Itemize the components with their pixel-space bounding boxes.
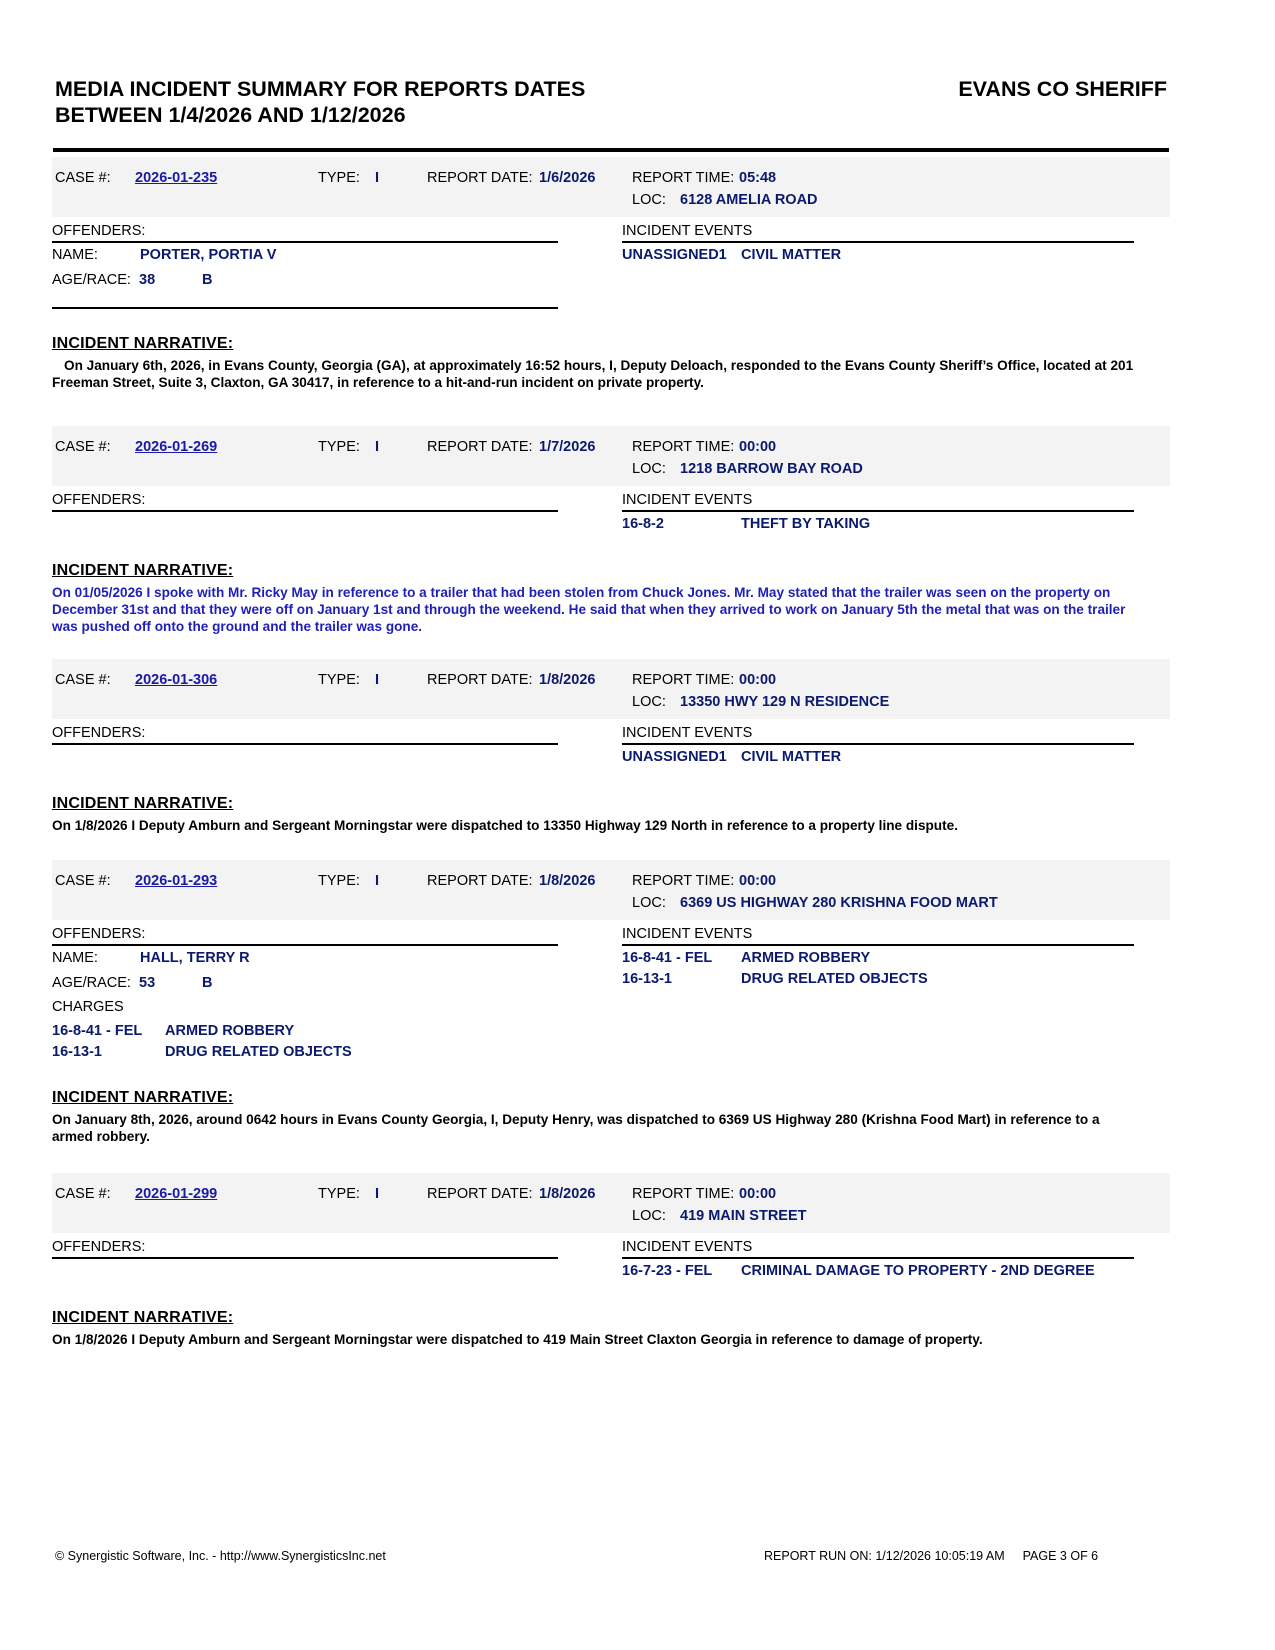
- case-header-band: [52, 157, 1170, 217]
- incident-events-heading: INCIDENT EVENTS: [622, 725, 753, 741]
- report-date-label: REPORT DATE:: [427, 439, 533, 455]
- event-code: UNASSIGNED1: [622, 749, 727, 765]
- report-time-label: REPORT TIME:: [632, 170, 735, 186]
- report-time-value: 00:00: [739, 672, 777, 688]
- type-value: I: [375, 873, 380, 889]
- report-date-label: REPORT DATE:: [427, 672, 533, 688]
- case-header-band: [52, 1173, 1170, 1233]
- report-date-label: REPORT DATE:: [427, 873, 533, 889]
- report-date-value: 1/7/2026: [539, 439, 596, 455]
- offender-race: B: [202, 272, 213, 288]
- offenders-rule: [52, 241, 558, 243]
- offender-race: B: [202, 975, 213, 991]
- report-date-value: 1/8/2026: [539, 672, 596, 688]
- offender-name: PORTER, PORTIA V: [140, 247, 277, 263]
- report-time-value: 00:00: [739, 439, 777, 455]
- type-label: TYPE:: [318, 170, 360, 186]
- case-number-label: CASE #:: [55, 1186, 111, 1202]
- report-date-label: REPORT DATE:: [427, 1186, 533, 1202]
- narrative-text: On 1/8/2026 I Deputy Amburn and Sergeant Morningstar were dispatched to 13350 Highway 129 North in reference to a property line dispute.: [52, 818, 958, 833]
- charge-code: 16-8-41 - FEL: [52, 1023, 143, 1039]
- report-time-label: REPORT TIME:: [632, 873, 735, 889]
- narrative-heading: INCIDENT NARRATIVE:: [52, 335, 234, 352]
- incident-events-rule: [622, 1257, 1134, 1259]
- charge-description: ARMED ROBBERY: [165, 1023, 295, 1039]
- location-label: LOC:: [632, 192, 666, 208]
- offender-name-label: NAME:: [52, 247, 98, 263]
- report-run-on: REPORT RUN ON: 1/12/2026 10:05:19 AM: [764, 1549, 1005, 1563]
- case-header-band: [52, 426, 1170, 486]
- location-label: LOC:: [632, 461, 666, 477]
- incident-events-rule: [622, 241, 1134, 243]
- type-label: TYPE:: [318, 873, 360, 889]
- event-description: CRIMINAL DAMAGE TO PROPERTY - 2ND DEGREE: [741, 1263, 1095, 1279]
- report-date-label: REPORT DATE:: [427, 170, 533, 186]
- type-value: I: [375, 439, 380, 455]
- type-value: I: [375, 672, 380, 688]
- event-code: 16-7-23 - FEL: [622, 1263, 713, 1279]
- footer-copyright: © Synergistic Software, Inc. - http://www.SynergisticsInc.net: [55, 1549, 386, 1563]
- event-description: CIVIL MATTER: [741, 749, 842, 765]
- incident-events-heading: INCIDENT EVENTS: [622, 1239, 753, 1255]
- case-number-link[interactable]: 2026-01-293: [135, 873, 218, 889]
- offenders-heading: OFFENDERS:: [52, 492, 146, 508]
- case-number-link[interactable]: 2026-01-235: [135, 170, 218, 186]
- location-value: 1218 BARROW BAY ROAD: [680, 461, 863, 477]
- page-number: PAGE 3 OF 6: [1022, 1549, 1099, 1563]
- narrative-text: On 01/05/2026 I spoke with Mr. Ricky May in reference to a trailer that had been stolen from Chuck Jones. Mr. May stated that the trailer was seen on the property on December 31st and that they were off on January 1st and through the weekend. He said that when they arrived to work on January 5th the metal that was on the trailer was pushed off onto the ground and the trailer was gone.: [52, 585, 1126, 634]
- type-label: TYPE:: [318, 439, 360, 455]
- type-value: I: [375, 170, 380, 186]
- location-label: LOC:: [632, 694, 666, 710]
- page-title-line1: MEDIA INCIDENT SUMMARY FOR REPORTS DATES: [55, 77, 586, 101]
- narrative-text: On January 6th, 2026, in Evans County, Georgia (GA), at approximately 16:52 hours, I, Deputy Deloach, responded to the Evans County Sheriff’s Office, located at 201 Freeman Street, Suite 3, Claxton, GA 30417, in reference to a hit-and-run incident on private property.: [52, 358, 1134, 390]
- offenders-heading: OFFENDERS:: [52, 1239, 146, 1255]
- report-time-label: REPORT TIME:: [632, 672, 735, 688]
- event-description: THEFT BY TAKING: [741, 516, 871, 532]
- offender-name: HALL, TERRY R: [140, 950, 250, 966]
- case-number-label: CASE #:: [55, 873, 111, 889]
- case-block: [52, 1173, 1170, 1347]
- agency-name: EVANS CO SHERIFF: [958, 77, 1167, 101]
- location-value: 419 MAIN STREET: [680, 1208, 807, 1224]
- offenders-heading: OFFENDERS:: [52, 223, 146, 239]
- location-label: LOC:: [632, 895, 666, 911]
- report-time-value: 00:00: [739, 1186, 777, 1202]
- incident-events-rule: [622, 944, 1134, 946]
- report-time-value: 05:48: [739, 170, 777, 186]
- event-code: 16-8-41 - FEL: [622, 950, 713, 966]
- incident-events-rule: [622, 743, 1134, 745]
- offender-age: 38: [139, 272, 156, 288]
- offender-name-label: NAME:: [52, 950, 98, 966]
- incident-events-heading: INCIDENT EVENTS: [622, 492, 753, 508]
- offenders-rule: [52, 1257, 558, 1259]
- incident-events-heading: INCIDENT EVENTS: [622, 926, 753, 942]
- event-code: 16-13-1: [622, 971, 672, 987]
- case-number-label: CASE #:: [55, 170, 111, 186]
- offenders-bottom-rule: [52, 307, 558, 309]
- location-value: 6128 AMELIA ROAD: [680, 192, 818, 208]
- offenders-rule: [52, 944, 558, 946]
- case-number-link[interactable]: 2026-01-299: [135, 1186, 218, 1202]
- type-value: I: [375, 1186, 380, 1202]
- type-label: TYPE:: [318, 1186, 360, 1202]
- event-description: ARMED ROBBERY: [741, 950, 871, 966]
- footer-run-info: [764, 1549, 1098, 1563]
- report-date-value: 1/6/2026: [539, 170, 596, 186]
- case-number-label: CASE #:: [55, 672, 111, 688]
- age-race-label: AGE/RACE:: [52, 272, 131, 288]
- case-block: [52, 860, 1170, 1144]
- header-divider: [53, 148, 1169, 152]
- report-date-value: 1/8/2026: [539, 873, 596, 889]
- case-header-band: [52, 860, 1170, 920]
- event-code: UNASSIGNED1: [622, 247, 727, 263]
- charges-heading: CHARGES: [52, 999, 124, 1015]
- offender-age: 53: [139, 975, 156, 991]
- event-description: DRUG RELATED OBJECTS: [741, 971, 928, 987]
- charge-description: DRUG RELATED OBJECTS: [165, 1044, 352, 1060]
- incident-events-heading: INCIDENT EVENTS: [622, 223, 753, 239]
- type-label: TYPE:: [318, 672, 360, 688]
- case-number-link[interactable]: 2026-01-306: [135, 672, 218, 688]
- narrative-heading: INCIDENT NARRATIVE:: [52, 1089, 234, 1106]
- case-header-band: [52, 659, 1170, 719]
- narrative-text: On 1/8/2026 I Deputy Amburn and Sergeant Morningstar were dispatched to 419 Main Street Claxton Georgia in reference to damage of property.: [52, 1332, 983, 1347]
- narrative-heading: INCIDENT NARRATIVE:: [52, 1309, 234, 1326]
- charge-code: 16-13-1: [52, 1044, 102, 1060]
- page-title-line2: BETWEEN 1/4/2026 AND 1/12/2026: [55, 103, 406, 127]
- offenders-heading: OFFENDERS:: [52, 926, 146, 942]
- event-code: 16-8-2: [622, 516, 664, 532]
- report-date-value: 1/8/2026: [539, 1186, 596, 1202]
- location-label: LOC:: [632, 1208, 666, 1224]
- offenders-rule: [52, 743, 558, 745]
- case-number-link[interactable]: 2026-01-269: [135, 439, 218, 455]
- case-block: [52, 426, 1170, 634]
- incident-events-rule: [622, 510, 1134, 512]
- location-value: 6369 US HIGHWAY 280 KRISHNA FOOD MART: [680, 895, 998, 911]
- report-time-label: REPORT TIME:: [632, 439, 735, 455]
- case-block: [52, 157, 1170, 390]
- offenders-rule: [52, 510, 558, 512]
- narrative-text: On January 8th, 2026, around 0642 hours in Evans County Georgia, I, Deputy Henry, was dispatched to 6369 US Highway 280 (Krishna Food Mart) in reference to a armed robbery.: [52, 1112, 1100, 1144]
- narrative-heading: INCIDENT NARRATIVE:: [52, 795, 234, 812]
- event-description: CIVIL MATTER: [741, 247, 842, 263]
- page-title: [55, 76, 695, 128]
- report-time-value: 00:00: [739, 873, 777, 889]
- location-value: 13350 HWY 129 N RESIDENCE: [680, 694, 890, 710]
- age-race-label: AGE/RACE:: [52, 975, 131, 991]
- narrative-heading: INCIDENT NARRATIVE:: [52, 562, 234, 579]
- report-time-label: REPORT TIME:: [632, 1186, 735, 1202]
- case-block: [52, 659, 1170, 833]
- offenders-heading: OFFENDERS:: [52, 725, 146, 741]
- case-number-label: CASE #:: [55, 439, 111, 455]
